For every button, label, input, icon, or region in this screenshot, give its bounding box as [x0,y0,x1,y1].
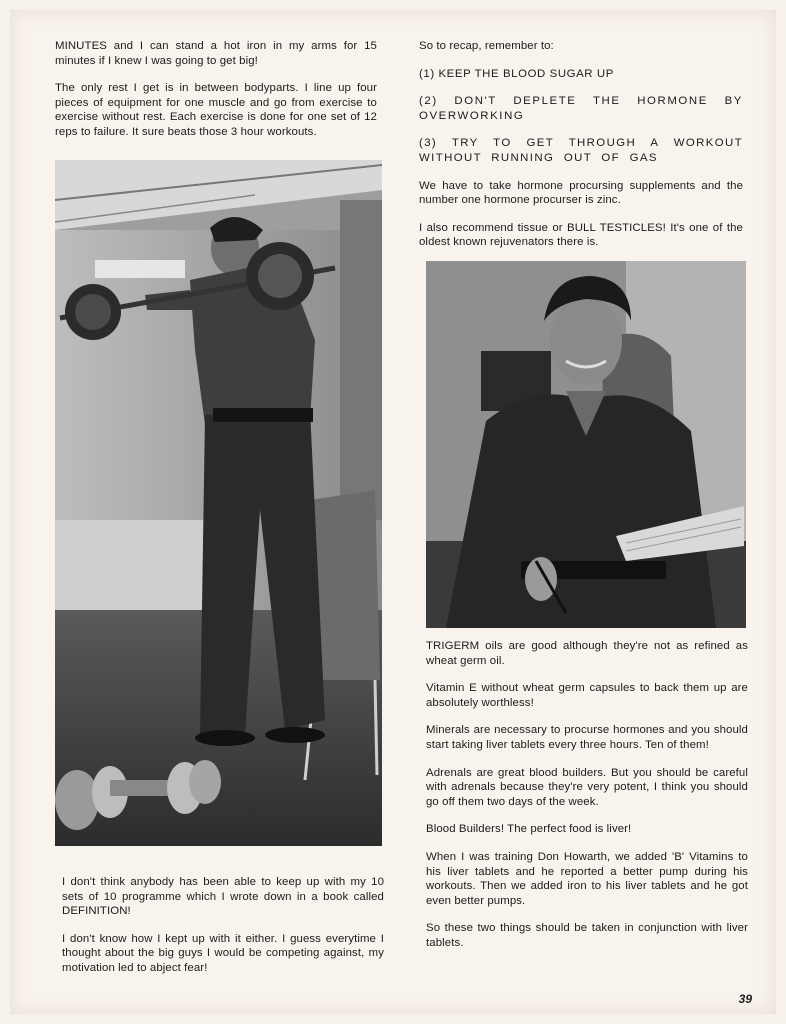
right-column-top-text [419,39,743,263]
right-column-bottom-text [426,639,748,964]
left-column-bottom-text [62,875,384,989]
paragraph: MINUTES and I can stand a hot iron in my arms for 15 minutes if I knew I was going to get big! [55,40,377,67]
paragraph: I don't know how I kept up with it either. I guess everytime I thought about the big guys I would be competing against, my motivation led to abject fear! [62,932,384,974]
paragraph: Blood Builders! The perfect food is liver! [426,823,632,836]
paragraph: When I was training Don Howarth, we added 'B' Vitamins to his liver tablets and he reported a better pump during his workouts. Then we added iron to his liver tablets and he got even better pumps. [426,850,748,907]
paragraph: We have to take hormone procursing supplements and the number one hormone procurser is zinc. [419,179,743,207]
left-column-top-text [55,39,377,153]
paragraph: TRIGERM oils are good although they're not as refined as wheat germ oil. [426,640,748,667]
paragraph: Vitamin E without wheat germ capsules to back them up are absolutely worthless! [426,682,748,709]
recap-item: (1) KEEP THE BLOOD SUGAR UP [419,67,614,80]
barbell-workout-photo [55,160,382,846]
paragraph: Adrenals are great blood builders. But you should be careful with adrenals because they're very potent, I think you should go off them two days of the week. [426,766,748,808]
recap-intro: So to recap, remember to: [419,40,554,52]
recap-item: (2) DON'T DEPLETE THE HORMONE BY OVERWORKING [419,95,743,122]
paragraph: So these two things should be taken in conjunction with liver tablets. [426,922,748,949]
recap-item: (3) TRY TO GET THROUGH A WORKOUT WITHOUT RUNNING OUT OF GAS [419,137,743,164]
paragraph: Minerals are necessary to procurse hormones and you should start taking liver tablets every three hours. Ten of them! [426,724,748,751]
paragraph: I also recommend tissue or BULL TESTICLES! It's one of the oldest known rejuvenators there is. [419,221,743,249]
paragraph: I don't think anybody has been able to keep up with my 10 sets of 10 programme which I wrote down in a book called DEFINITION! [62,876,384,918]
portrait-with-clipboard-photo [426,261,746,628]
page-number: 39 [738,992,752,1006]
paragraph: The only rest I get is in between bodyparts. I line up four pieces of equipment for one muscle and go from exercise to exercise without rest. Each exercise is done for one set of 12 reps to failure. It sure beats those 3 hour workouts. [55,82,377,138]
